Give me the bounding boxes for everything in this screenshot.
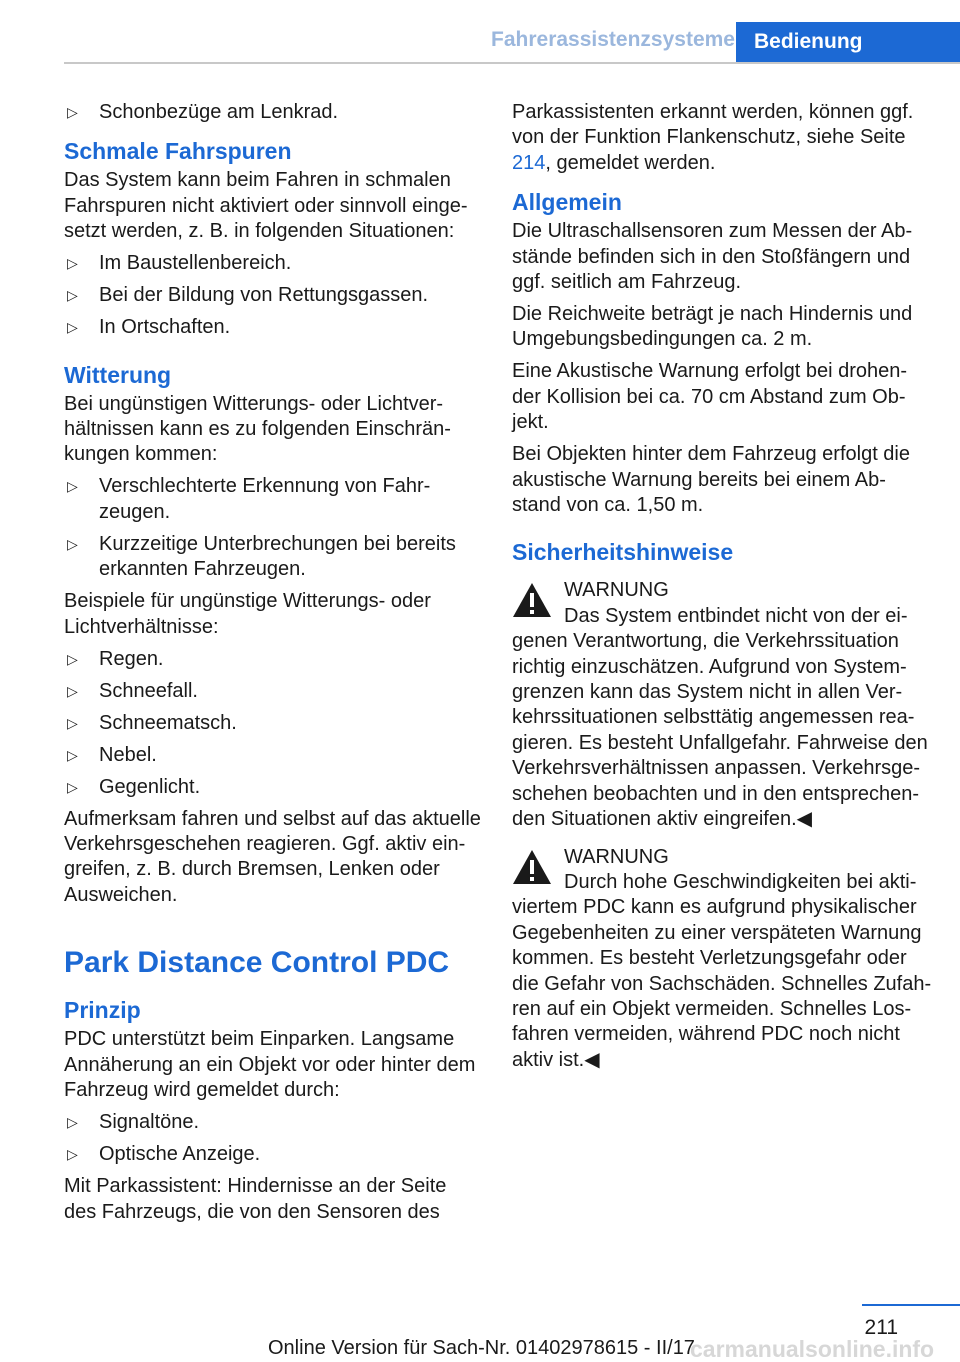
triangle-right-icon: ▷ xyxy=(67,1114,78,1131)
paragraph: Bei ungünstigen Witterungs- oder Lichtver‐hältnissen kann es zu folgenden Einschrän‐kungen kommen: xyxy=(64,392,451,466)
list-item-text: Im Baustellenbereich. xyxy=(99,252,292,275)
paragraph: Beispiele für ungünstige Witterungs- oder Lichtverhältnisse: xyxy=(64,590,431,638)
page-number: 211 xyxy=(864,1316,898,1339)
warning-text: Durch hohe Geschwindigkeiten bei akti‐viertem PDC kann es aufgrund physikalischer Gegebenheiten zu einer verspäteten Warnung kommen. Es besteht Verletzungsgefahr oder die Gefahr von Sachschäden. Schnelles Zufah‐ren auf ein Objekt vermeiden. Schnelles Los‐fahren vermeiden, während PDC noch nicht aktiv ist.◀ xyxy=(512,870,932,1071)
weather-list xyxy=(64,474,484,582)
triangle-right-icon: ▷ xyxy=(67,255,78,272)
paragraph-text: , gemeldet werden. xyxy=(545,151,716,174)
paragraph xyxy=(512,100,932,176)
warning-triangle-icon xyxy=(512,849,552,885)
triangle-right-icon: ▷ xyxy=(67,1146,78,1163)
warning-triangle-icon xyxy=(512,582,552,618)
list-item-text: Nebel. xyxy=(99,743,157,766)
list-item xyxy=(64,283,484,308)
section-heading-weather: Witterung xyxy=(64,361,172,388)
list-item xyxy=(64,315,484,340)
page-reference-link[interactable]: 214 xyxy=(512,151,546,174)
list-item xyxy=(64,647,484,672)
section-heading-principle: Prinzip xyxy=(64,997,141,1024)
triangle-right-icon: ▷ xyxy=(67,778,78,795)
list-item xyxy=(64,775,484,800)
triangle-right-icon: ▷ xyxy=(67,650,78,667)
list-item xyxy=(64,251,484,276)
list-item xyxy=(64,679,484,704)
triangle-right-icon: ▷ xyxy=(67,714,78,731)
list-item xyxy=(64,1142,484,1167)
warning-head xyxy=(512,845,932,870)
header-divider xyxy=(64,62,960,64)
triangle-right-icon: ▷ xyxy=(67,287,78,304)
chapter-heading-pdc: Park Distance Control PDC xyxy=(64,946,450,980)
warning-label: WARNUNG xyxy=(564,579,669,602)
triangle-right-icon: ▷ xyxy=(67,682,78,699)
warning-block xyxy=(512,578,932,832)
paragraph: Die Ultraschallsensoren zum Messen der Ab‐stände befinden sich in den Stoßfängern und ggf. seitlich am Fahrzeug. xyxy=(512,220,913,294)
warning-label: WARNUNG xyxy=(564,845,669,868)
list-item-text: Verschlechterte Erkennung von Fahr‐zeugen. xyxy=(99,475,431,523)
list-item-text: Gegenlicht. xyxy=(99,775,201,798)
list-item-text: Regen. xyxy=(99,647,164,670)
list-item-text: Schonbezüge am Lenkrad. xyxy=(99,101,339,123)
triangle-right-icon: ▷ xyxy=(67,319,78,336)
section-heading-general: Allgemein xyxy=(512,189,622,216)
page-header xyxy=(0,0,960,64)
triangle-right-icon: ▷ xyxy=(67,746,78,763)
paragraph: Bei Objekten hinter dem Fahrzeug erfolgt die akustische Warnung bereits bei einem Ab‐stand von ca. 1,50 m. xyxy=(512,443,910,517)
principle-list xyxy=(64,1110,484,1167)
list-item-text: In Ortschaften. xyxy=(99,316,231,339)
section-heading-safety: Sicherheitshinweise xyxy=(512,539,734,566)
list-item xyxy=(64,711,484,736)
triangle-right-icon: ▷ xyxy=(67,535,78,552)
footer-divider xyxy=(862,1304,960,1306)
left-column xyxy=(64,100,484,1232)
list-item-text: Signaltöne. xyxy=(99,1111,200,1134)
paragraph: Aufmerksam fahren und selbst auf das aktuelle Verkehrsgeschehen reagieren. Ggf. aktiv ein‐greifen, z. B. durch Bremsen, Lenken oder Ausweichen. xyxy=(64,807,481,906)
warning-text: Das System entbindet nicht von der ei‐genen Verantwortung, die Verkehrssituation richtig einzuschätzen. Aufgrund von System‐grenzen kann das System nicht in allen Ver‐kehrssituationen selbsttätig angemessen rea‐gieren. Es besteht Unfallgefahr. Fahrweise den Verkehrsverhältnissen anpassen. Verkehrsge‐schehen beobachten und in den entsprechen‐den Situationen aktiv eingreifen.◀ xyxy=(512,604,928,831)
paragraph: PDC unterstützt beim Einparken. Langsame Annäherung an ein Objekt vor oder hinter dem Fahrzeug wird gemeldet durch: xyxy=(64,1028,476,1102)
right-column xyxy=(512,100,932,1080)
list-item xyxy=(64,743,484,768)
paragraph-text: Parkassistenten erkannt werden, können ggf. von der Funktion Flankenschutz, siehe Seite xyxy=(512,101,914,149)
paragraph: Mit Parkassistent: Hindernisse an der Seite des Fahrzeugs, die von den Sensoren des xyxy=(64,1175,447,1223)
list-item-text: Bei der Bildung von Rettungsgassen. xyxy=(99,284,429,307)
list-item xyxy=(64,1110,484,1135)
list-item xyxy=(64,532,484,583)
list-item-text: Optische Anzeige. xyxy=(99,1143,261,1166)
list-item-text: Schneefall. xyxy=(99,679,198,702)
warning-block xyxy=(512,845,932,1074)
triangle-right-icon: ▷ xyxy=(67,478,78,495)
paragraph: Das System kann beim Fahren in schmalen Fahrspuren nicht aktiviert oder sinnvoll einge‐setzt werden, z. B. in folgenden Situationen: xyxy=(64,169,468,243)
section-heading-narrow-lanes: Schmale Fahrspuren xyxy=(64,138,292,165)
list-item xyxy=(64,474,484,525)
paragraph: Die Reichweite beträgt je nach Hindernis und Umgebungsbedingungen ca. 2 m. xyxy=(512,303,913,351)
triangle-right-icon: ▷ xyxy=(67,104,78,120)
watermark: carmanualsonline.info xyxy=(690,1336,935,1362)
list-item-text: Kurzzeitige Unterbrechungen bei bereits erkannten Fahrzeugen. xyxy=(99,532,456,581)
paragraph: Eine Akustische Warnung erfolgt bei drohen‐der Kollision bei ca. 70 cm Abstand zum Ob‐jekt. xyxy=(512,360,908,434)
header-section-title: Fahrerassistenzsysteme xyxy=(491,28,735,51)
header-chapter-tab: Bedienung xyxy=(736,22,960,62)
narrow-lanes-list xyxy=(64,251,484,340)
list-item xyxy=(64,100,484,125)
footer-note: Online Version für Sach-Nr. 01402978615 - II/17 xyxy=(268,1337,695,1359)
examples-list xyxy=(64,647,484,800)
warning-head xyxy=(512,578,932,603)
list-item-text: Schneematsch. xyxy=(99,711,237,734)
